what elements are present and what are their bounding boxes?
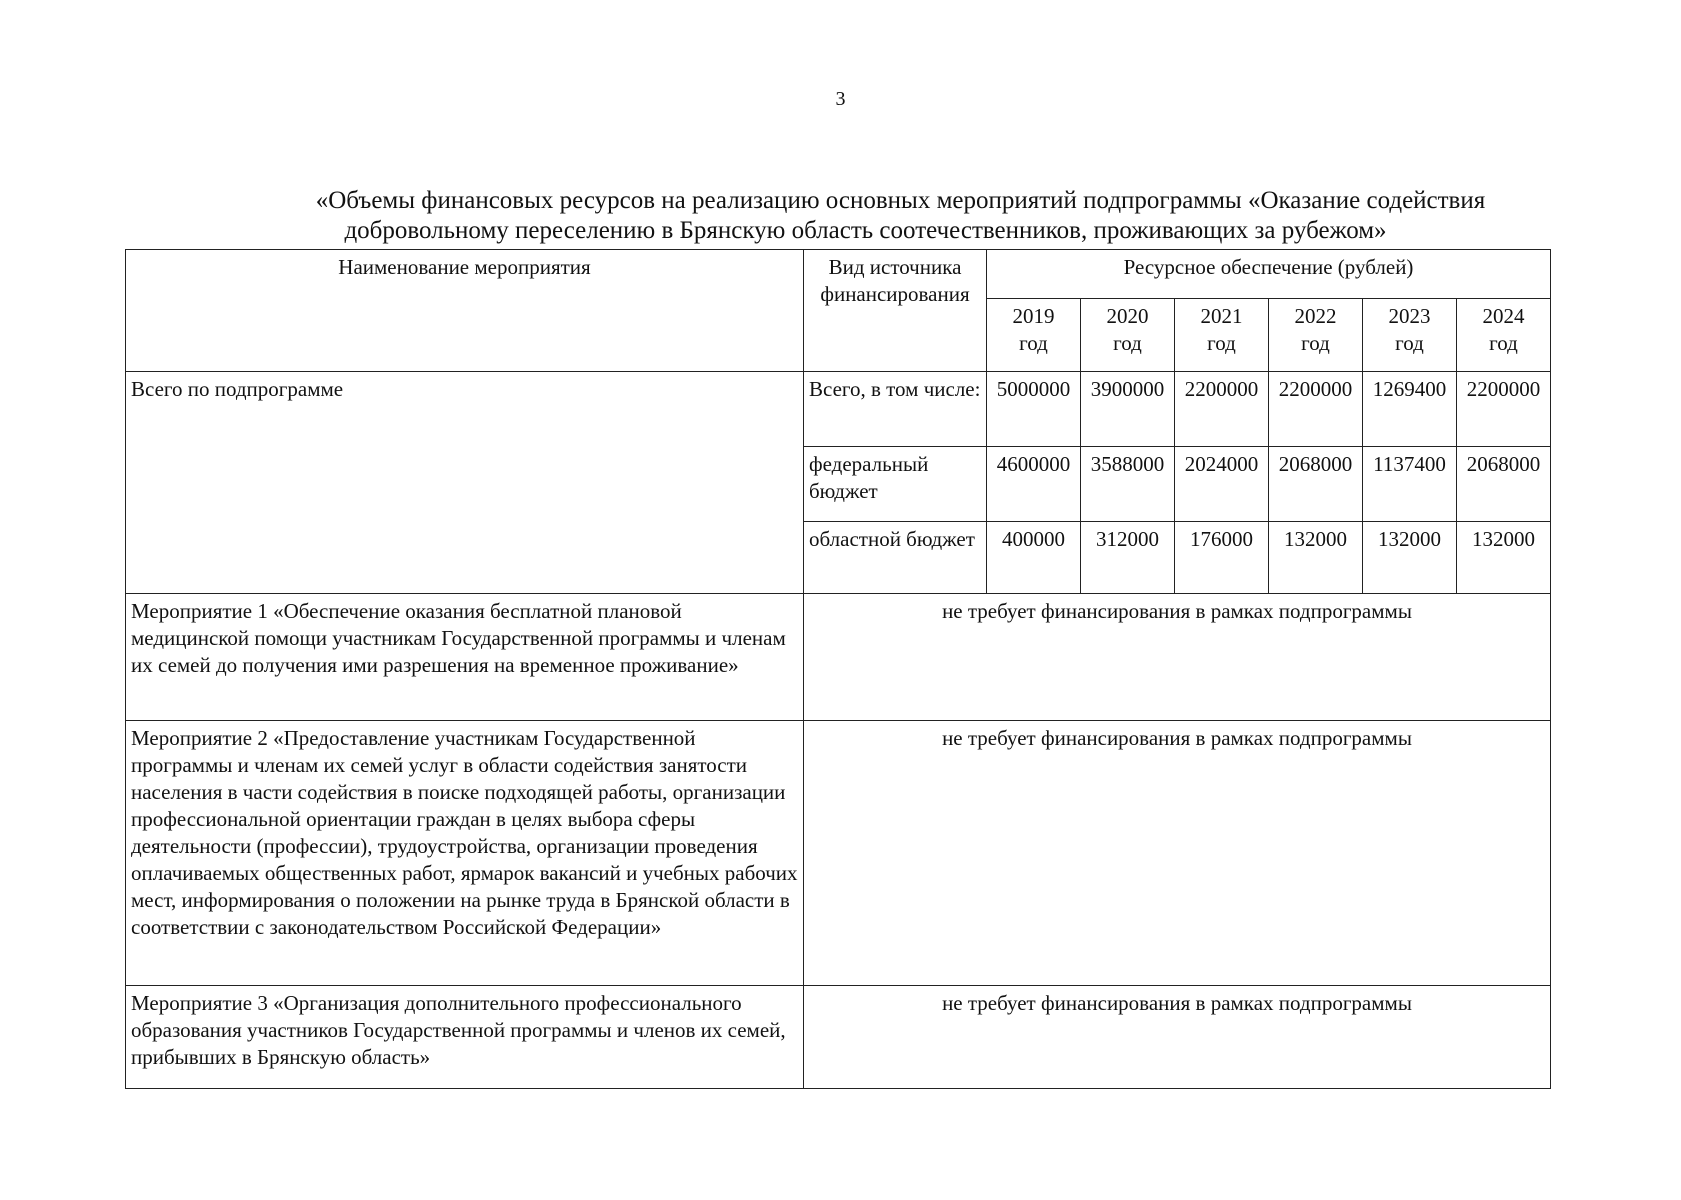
value-cell: 400000 <box>987 522 1081 594</box>
value-cell: 4600000 <box>987 447 1081 522</box>
header-row <box>126 250 1551 299</box>
header-year: 2019 год <box>987 299 1081 372</box>
measure-name: Мероприятие 3 «Организация дополнительного профессионального образования участников Государственной программы и членов их семей, прибывших в Брянскую область» <box>126 986 804 1089</box>
value-cell: 2200000 <box>1269 372 1363 447</box>
header-year: 2020 год <box>1081 299 1175 372</box>
page-number: 3 <box>835 88 846 110</box>
measure-note: не требует финансирования в рамках подпрограммы <box>804 594 1551 721</box>
header-year: 2021 год <box>1175 299 1269 372</box>
value-cell: 132000 <box>1363 522 1457 594</box>
value-cell: 132000 <box>1457 522 1551 594</box>
measure-name: Мероприятие 2 «Предоставление участникам Государственной программы и членам их семей услуг в области содействия занятости населения в части содействия в поиске подходящей работы, организации профессиональной ориентации граждан в целях выбора сферы деятельности (профессии), трудоустройства, организации проведения оплачиваемых общественных работ, ярмарок вакансий и учебных рабочих мест, информирования о положении на рынке труда в Брянской области в соответствии с законодательством Российской Федерации» <box>126 721 804 986</box>
header-year: 2024 год <box>1457 299 1551 372</box>
header-resources: Ресурсное обеспечение (рублей) <box>987 250 1551 299</box>
source-cell: Всего, в том числе: <box>804 372 987 447</box>
header-year: 2022 год <box>1269 299 1363 372</box>
value-cell: 1137400 <box>1363 447 1457 522</box>
measure-note: не требует финансирования в рамках подпрограммы <box>804 986 1551 1089</box>
value-cell: 3588000 <box>1081 447 1175 522</box>
total-label: Всего по подпрограмме <box>126 372 804 594</box>
value-cell: 2068000 <box>1457 447 1551 522</box>
value-cell: 1269400 <box>1363 372 1457 447</box>
title-line-1: «Объемы финансовых ресурсов на реализацию основных мероприятий подпрограммы «Оказание содействия <box>315 187 1486 214</box>
header-source: Вид источника финансирования <box>804 250 987 372</box>
table-row <box>126 986 1551 1089</box>
value-cell: 3900000 <box>1081 372 1175 447</box>
source-cell: областной бюджет <box>804 522 987 594</box>
value-cell: 2024000 <box>1175 447 1269 522</box>
measure-name: Мероприятие 1 «Обеспечение оказания бесплатной плановой медицинской помощи участникам Государственной программы и членам их семей до получения ими разрешения на временное проживание» <box>126 594 804 721</box>
value-cell: 5000000 <box>987 372 1081 447</box>
table-row <box>126 594 1551 721</box>
table-row <box>126 721 1551 986</box>
value-cell: 176000 <box>1175 522 1269 594</box>
measure-note: не требует финансирования в рамках подпрограммы <box>804 721 1551 986</box>
value-cell: 312000 <box>1081 522 1175 594</box>
table-row <box>126 372 1551 447</box>
header-name: Наименование мероприятия <box>126 250 804 372</box>
header-year: 2023 год <box>1363 299 1457 372</box>
value-cell: 132000 <box>1269 522 1363 594</box>
value-cell: 2200000 <box>1175 372 1269 447</box>
title-line-2: добровольному переселению в Брянскую область соотечественников, проживающих за рубежом» <box>344 217 1387 244</box>
source-cell: федеральный бюджет <box>804 447 987 522</box>
value-cell: 2200000 <box>1457 372 1551 447</box>
document-title <box>0 186 1681 246</box>
financing-table <box>125 249 1551 1089</box>
value-cell: 2068000 <box>1269 447 1363 522</box>
